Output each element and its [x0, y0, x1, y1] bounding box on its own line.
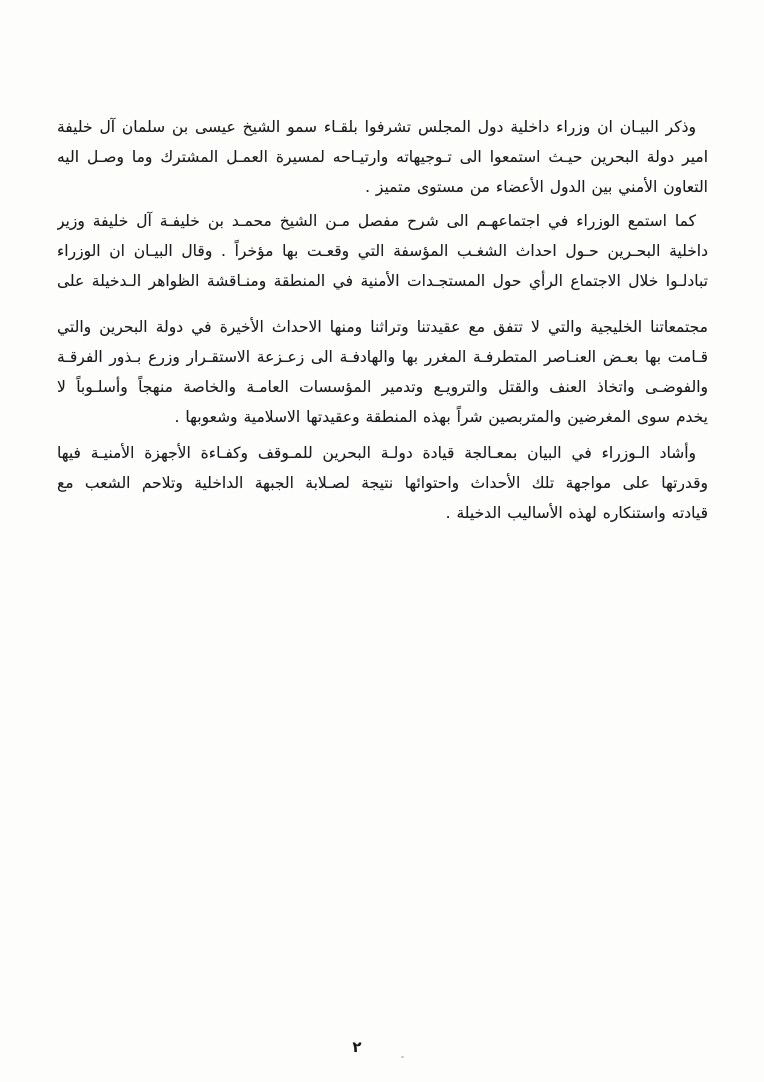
- text-line: داخلية البحـرين حـول احداث الشغـب المؤسفة التي وقعـت بها مؤخراً . وقال البيـان ان الوزراء: [57, 242, 708, 260]
- text-line: كما استمع الوزراء في اجتماعهـم الى شرح مفصل مـن الشيخ محمـد بن خليفـة آل خليفة وزير: [57, 212, 696, 230]
- paragraph-3: [57, 312, 708, 432]
- text-line: قيادته واستنكاره لهذه الأساليب الدخيلة .: [445, 504, 708, 522]
- text-line: تبادلـوا خلال الاجتماع الرأي حول المستجـدات الأمنية في المنطقة ومنـاقشة الظواهر الـدخيلة على: [57, 272, 708, 290]
- text-line: يخدم سوى المغرضين والمتربصين شراً بهذه المنطقة وعقيدتها الاسلامية وشعوبها .: [174, 408, 708, 426]
- text-line: والفوضـى واتخاذ العنف والقتل والترويـع وتدمير المؤسسات العامـة والخاصة منهجاً وأسلـوباً لا: [57, 378, 708, 396]
- text-line: التعاون الأمني بين الدول الأعضاء من مستوى متميز .: [365, 178, 708, 196]
- paragraph-1: [57, 112, 708, 202]
- scan-artifact-speck: [401, 1056, 404, 1058]
- body-text-block: [57, 112, 708, 528]
- text-line: وذكر البيـان ان وزراء داخلية دول المجلس تشرفوا بلقـاء سمو الشيخ عيسى بن سلمان آل خليفة: [57, 118, 696, 136]
- text-line: مجتمعاتنا الخليجية والتي لا تتفق مع عقيدتنا وتراثنا ومنها الاحداث الأخيرة في دولة البحرين والتي: [57, 318, 708, 336]
- text-line: وقدرتها على مواجهة تلك الأحداث واحتوائها نتيجة لصـلابة الجبهة الداخلية وتلاحم الشعب مع: [57, 474, 708, 492]
- text-line: وأشاد الـوزراء في البيان بمعـالجة قيادة دولـة البحرين للمـوقف وكفـاءة الأجهزة الأمنيـة فيها: [57, 444, 696, 462]
- paragraph-2: [57, 206, 708, 296]
- text-line: امير دولة البحرين حيـث استمعوا الى تـوجيهاته وارتيـاحه لمسيرة العمـل المشترك وما وصـل اليه: [57, 148, 708, 166]
- paragraph-4: [57, 438, 708, 528]
- text-line: قـامت بها بعـض العنـاصر المتطرفـة المغرر بها والهادفـة الى زعـزعة الاستقـرار وزرع بـذور الفرقـة: [57, 348, 708, 366]
- page-number: ٢: [352, 1038, 362, 1056]
